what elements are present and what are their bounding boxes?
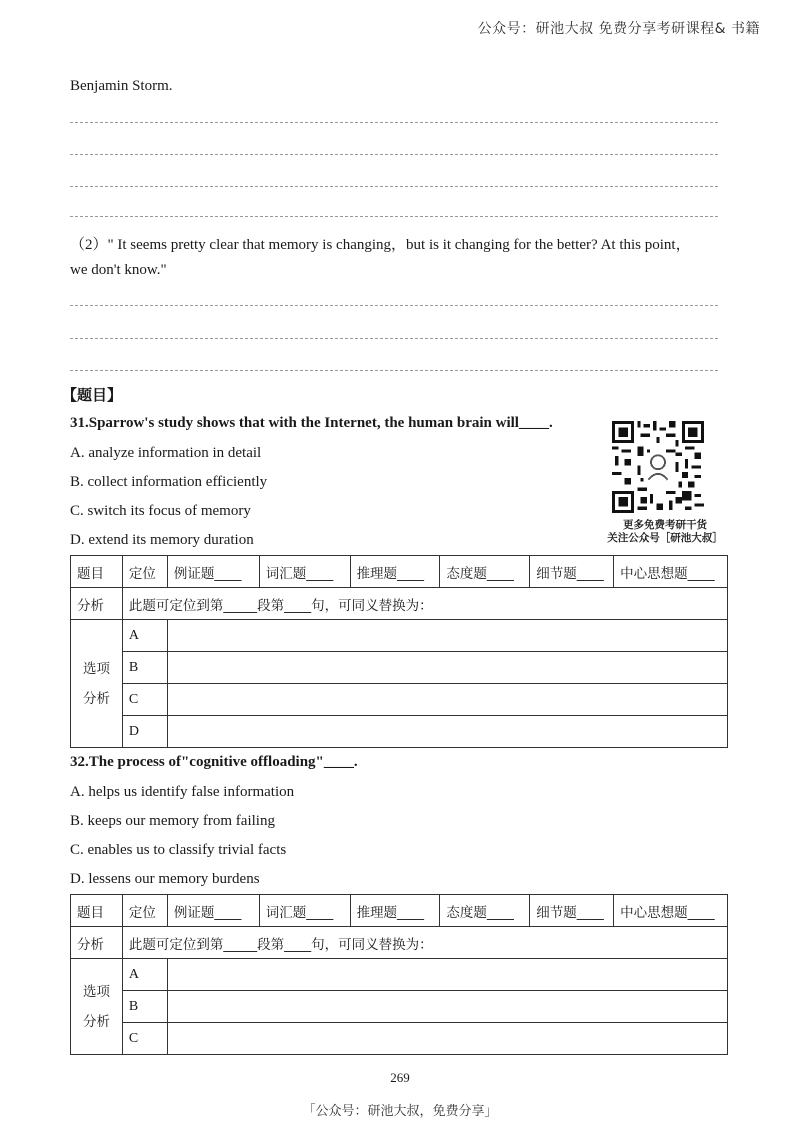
answer-line xyxy=(70,370,718,371)
type-cell: 态度题____ xyxy=(440,556,530,588)
qr-caption-line1: 更多免费考研干货 xyxy=(623,519,707,531)
question-31-option-d: D. extend its memory duration xyxy=(70,532,254,548)
row-label-analysis: 分析 xyxy=(71,927,123,959)
page-footer: 「公众号：研池大叔，免费分享」 xyxy=(302,1104,498,1119)
analysis-table-31 xyxy=(70,555,728,748)
question-31-option-c: C. switch its focus of memory xyxy=(70,503,251,519)
answer-line xyxy=(70,154,718,155)
option-label-line1: 选项 xyxy=(82,983,110,1000)
option-letter: D xyxy=(122,716,167,748)
qr-code-image xyxy=(612,421,704,513)
option-label-line2: 分析 xyxy=(82,1013,110,1030)
option-answer-cell xyxy=(167,1023,727,1055)
type-cell: 细节题____ xyxy=(530,556,614,588)
answer-line xyxy=(70,305,718,306)
analysis-table-32 xyxy=(70,894,728,1055)
type-cell: 态度题____ xyxy=(440,895,530,927)
question-32-option-c: C. enables us to classify trivial facts xyxy=(70,842,287,858)
page-number: 269 xyxy=(390,1070,410,1085)
question-32-title: 32.The process of"cognitive offloading"____. xyxy=(70,754,358,770)
option-analysis-label xyxy=(71,620,123,748)
option-analysis-label xyxy=(71,959,123,1055)
option-letter: A xyxy=(122,959,167,991)
type-cell: 中心思想题____ xyxy=(614,556,728,588)
name-line: Benjamin Storm. xyxy=(70,78,173,94)
type-cell: 例证题____ xyxy=(167,895,259,927)
row-label-analysis: 分析 xyxy=(71,588,123,620)
option-label-line2: 分析 xyxy=(82,690,110,707)
type-cell: 定位 xyxy=(122,895,167,927)
answer-line xyxy=(70,338,718,339)
row-label-topic: 题目 xyxy=(71,556,123,588)
type-cell: 例证题____ xyxy=(167,556,259,588)
type-cell: 推理题____ xyxy=(350,895,440,927)
question-32-option-d: D. lessens our memory burdens xyxy=(70,871,260,887)
item2-line2: we don't know." xyxy=(70,262,167,278)
locate-cell: 此题可定位到第_____段第____句，可同义替换为： xyxy=(122,588,727,620)
option-answer-cell xyxy=(167,652,727,684)
qr-caption-line2: 关注公众号［研池大叔］ xyxy=(607,532,723,544)
option-letter: A xyxy=(122,620,167,652)
type-cell: 定位 xyxy=(122,556,167,588)
option-answer-cell xyxy=(167,959,727,991)
question-32-option-a: A. helps us identify false information xyxy=(70,784,295,800)
question-31-title: 31.Sparrow's study shows that with the Internet, the human brain will____. xyxy=(70,415,553,431)
answer-line xyxy=(70,186,718,187)
item2-line1: （2）" It seems pretty clear that memory is changing，but is it changing for the better? At this point， xyxy=(70,237,691,253)
option-letter: C xyxy=(122,684,167,716)
type-cell: 词汇题____ xyxy=(259,895,350,927)
option-letter: B xyxy=(122,991,167,1023)
option-label-line1: 选项 xyxy=(82,660,110,677)
type-cell: 中心思想题____ xyxy=(614,895,728,927)
option-letter: C xyxy=(122,1023,167,1055)
section-title: 【题目】 xyxy=(62,386,123,404)
question-31-option-a: A. analyze information in detail xyxy=(70,445,262,461)
question-32-option-b: B. keeps our memory from failing xyxy=(70,813,275,829)
option-letter: B xyxy=(122,652,167,684)
type-cell: 细节题____ xyxy=(530,895,614,927)
page-header: 公众号：研池大叔 免费分享考研课程& 书籍 xyxy=(477,21,760,37)
option-answer-cell xyxy=(167,716,727,748)
option-answer-cell xyxy=(167,684,727,716)
option-answer-cell xyxy=(167,991,727,1023)
locate-cell: 此题可定位到第_____段第____句，可同义替换为： xyxy=(122,927,727,959)
answer-line xyxy=(70,122,718,123)
question-31-option-b: B. collect information efficiently xyxy=(70,474,268,490)
type-cell: 词汇题____ xyxy=(259,556,350,588)
answer-line xyxy=(70,216,718,217)
option-answer-cell xyxy=(167,620,727,652)
type-cell: 推理题____ xyxy=(350,556,440,588)
row-label-topic: 题目 xyxy=(71,895,123,927)
